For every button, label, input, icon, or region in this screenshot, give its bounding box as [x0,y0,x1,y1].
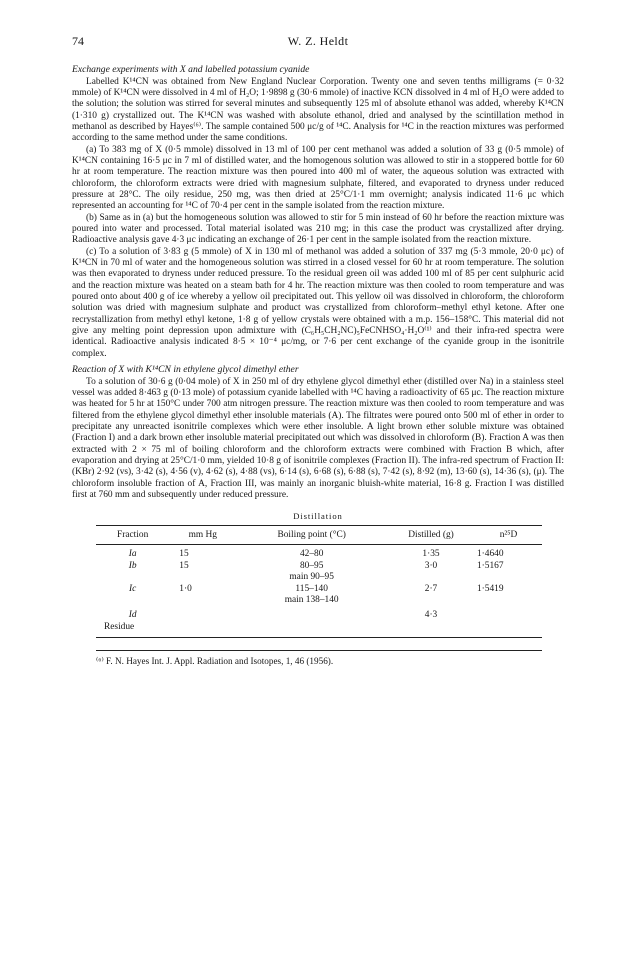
cell-boiling-point: 80–95 [299,560,324,571]
table-row [96,572,542,583]
table-row [96,595,542,606]
cell-distilled [387,572,475,583]
cell-mm-hg: 1·0 [179,583,192,594]
cell-refractive-index [475,606,542,621]
page-header [72,34,564,52]
table-header-row [96,526,542,545]
cell-distilled: 1·35 [422,549,440,560]
cell-mm-hg [169,595,236,606]
column-header: n²⁵D [499,530,518,541]
column-header: Boiling point (°C) [277,530,346,541]
distillation-table [96,525,542,638]
column-header: mm Hg [188,530,217,541]
cell-refractive-index: 1·5419 [476,583,504,594]
footnote: ⁽⁶⁾ F. N. Hayes Int. J. Appl. Radiation and Isotopes, 1, 46 (1956). [96,650,542,667]
cell-mm-hg: 15 [179,549,189,560]
running-head: W. Z. Heldt [287,34,349,48]
cell-distilled: 3·0 [424,560,438,571]
cell-fraction: Id [128,610,137,621]
cell-distilled [387,595,475,606]
cell-fraction: Ic [128,583,137,594]
cell-mm-hg [169,606,236,621]
cell-boiling-point [236,622,387,638]
cell-mm-hg [169,572,236,583]
cell-refractive-index [475,572,542,583]
cell-mm-hg [169,622,236,638]
cell-distilled: 4·3 [424,610,438,621]
paragraph: (c) To a solution of 3·83 g (5 mmole) of X in 130 ml of methanol was added a solution of 337 mg (5·3 mmole, 20·0 μc) of K¹⁴CN in 70 ml of water and the homogeneous solution was stirred in a closed vessel for 60 hr at room temperature. The solution was then evaporated to dryness under reduced pressure. To the residual green oil was added 100 ml of 85 per cent sulphuric acid and the reaction mixture was heated on a steam bath for 4 hr. The reaction mixture was then cooled to room temperature and was poured onto about 400 g of ice whereby a yellow oil precipitated out. This yellow oil was dissolved in chloroform, the chloroform solution was dried with magnesium sulphate and product was crystallized from chloroform–methyl ethyl ketone. After one recrystallization from methyl ethyl ketone, 1·8 g of yellow crystals were obtained with a m.p. 156–158°C. This material did not give any melting point depression upon admixture with (C₆H₅CH₂NC)₅FeCNHSO₄·H₂O⁽¹⁾ and their infra-red spectra were identical. Radioactive analysis indicated 8·5 × 10⁻⁴ μc/mg, or 7·6 per cent exchange of the cyanide group in the isonitrile complex. [72,246,564,359]
cell-fraction: Residue [104,621,135,632]
cell-boiling-point: 42–80 [299,549,324,560]
table-row [96,622,542,638]
section-heading-reaction: Reaction of X with K¹⁴CN in ethylene glycol dimethyl ether [72,364,299,376]
cell-distilled [387,622,475,638]
cell-fraction: Ib [128,560,137,571]
page-number: 74 [72,34,84,48]
cell-refractive-index [475,595,542,606]
paragraph: (a) To 383 mg of X (0·5 mmole) dissolved in 13 ml of 100 per cent methanol was added a solution of 33 g (0·5 mmole) of K¹⁴CN containing 16·5 μc in 7 ml of distilled water, and the homogenous solution was allowed to stir in a stoppered bottle for 60 hr at room temperature. The reaction mixture was then poured into 400 ml of water, the aqueous solution was extracted with chloroform, the chloroform extracts were dried with magnesium sulphate, filtered, and evaporated to dryness under reduced pressure at 28°C. The oily residue, 250 mg, was then dried at 25°C/1·1 mm overnight; analysis indicated 11·6 μc which represented an accounting for ¹⁴C of 70·4 per cent in the sample isolated from the reaction mixture. [72,144,564,212]
section-heading-exchange: Exchange experiments with X and labelled potassium cyanide [72,64,310,75]
cell-fraction [96,572,169,583]
cell-fraction [96,595,169,606]
cell-refractive-index: 1·5167 [476,560,504,571]
cell-distilled: 2·7 [424,583,438,594]
cell-refractive-index [475,622,542,638]
table-caption: Distillation [293,511,343,522]
table-row [96,584,542,595]
table-row [96,606,542,621]
paragraph: Labelled K¹⁴CN was obtained from New England Nuclear Corporation. Twenty one and seven tenths milligrams (= 0·32 mmole) of K¹⁴CN were dissolved in 4 ml of H₂O; 1·9898 g (30·6 mmole) of inactive KCN dissolved in 4 ml of H₂O were added to the solution; the solution was stirred for several minutes and subsequently 125 ml of absolute ethanol was added, whereby K¹⁴CN (1·310 g) crystallized out. The K¹⁴CN was washed with absolute ethanol, dried and analysed by the scintillation method in methanol as described by Hayes⁽⁶⁾. The sample contained 500 μc/g of ¹⁴C. Analysis for ¹⁴C in the reaction mixtures was performed according to the same method under the same conditions. [72,76,564,144]
cell-fraction: Ia [128,549,137,560]
column-header: Fraction [117,530,149,541]
page [72,34,564,667]
cell-boiling-point: 115–140 [295,583,328,594]
cell-mm-hg: 15 [179,560,189,571]
cell-boiling-point: main 90–95 [289,572,334,583]
column-header: Distilled (g) [408,530,454,541]
paragraph: To a solution of 30·6 g (0·04 mole) of X in 250 ml of dry ethylene glycol dimethyl ether (distilled over Na) in a stainless steel vessel was added 8·463 g (0·13 mole) of potassium cyanide labelled with ¹⁴C having a radioactivity of 65 μc. The reaction mixture was heated for 5 hr at 150°C under 700 atm nitrogen pressure. The reaction mixture was then cooled to room temperature and was filtered from the ethylene glycol dimethyl ether insoluble materials (A). The filtrates were poured onto 500 ml of ether in order to precipitate any unreacted isonitrile complexes which were ether insoluble. A light brown ether soluble mixture was obtained (Fraction I) and a dark brown ether insoluble material precipitated out which was dissolved in chloroform (B). Fraction A was then extracted with 2 × 75 ml of boiling chloroform and the chloroform extracts were combined with Fraction B which, after evaporation and drying at 25°C/1·0 mm, yielded 10·8 g of isonitrile complexes (Fraction II). The infra-red spectrum of Fraction II: (KBr) 2·92 (vs), 3·42 (s), 4·56 (v), 4·62 (s), 4·88 (vs), 6·14 (s), 6·68 (s), 6·88 (s), 7·42 (s), 8·92 (m), 13·60 (s), 14·36 (s), (μ). The chloroform insoluble fraction of A, Fraction III, was mainly an inorganic bluish-white material, 16·8 g. Fraction I was distilled first at 760 mm and subsequently under reduced pressure. [72,376,564,501]
table-row [96,545,542,561]
cell-boiling-point: main 138–140 [284,595,339,605]
table-row [96,561,542,572]
cell-refractive-index: 1·4640 [476,549,504,560]
paragraph: (b) Same as in (a) but the homogeneous solution was allowed to stir for 5 min instead of 60 hr before the reaction mixture was poured into water and processed. Total material isolated was 210 mg; in this case the product was crystallized after drying. Radioactive analysis gave 4·3 μc indicating an exchange of 26·1 per cent in the sample isolated from the reaction mixture. [72,212,564,246]
table-body [96,545,542,638]
cell-boiling-point [236,606,387,621]
